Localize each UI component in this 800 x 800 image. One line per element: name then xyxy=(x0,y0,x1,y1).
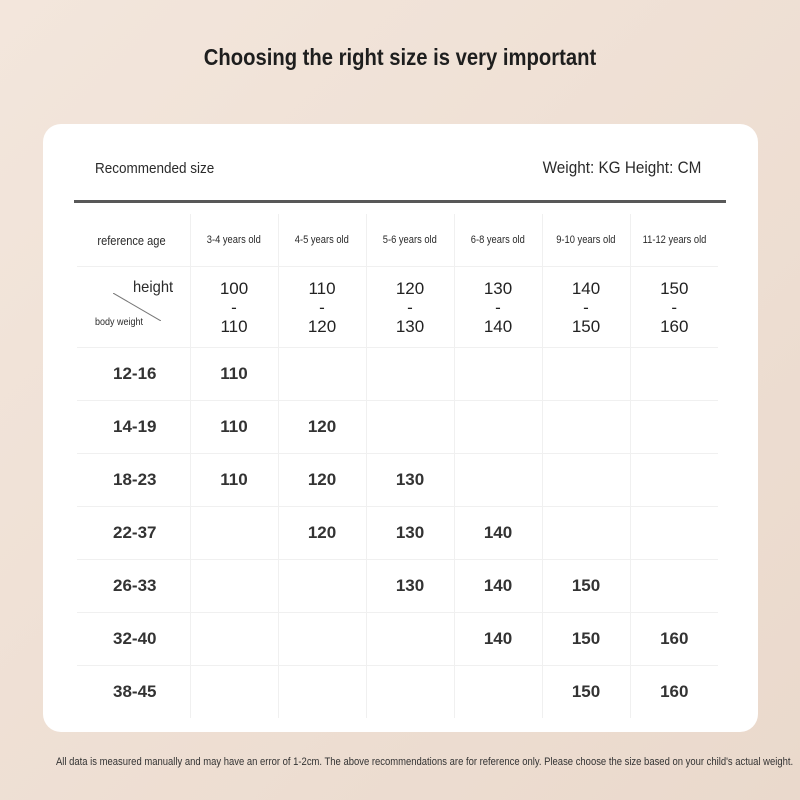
size-cell: 150 xyxy=(542,560,630,613)
height-range: 150 - 160 xyxy=(660,278,689,336)
height-range: 100 - 110 xyxy=(219,278,249,336)
size-cell: 120 xyxy=(278,507,366,560)
size-cell: 110 xyxy=(190,401,278,454)
height-cell xyxy=(278,267,366,348)
size-cell xyxy=(454,348,542,401)
footnote: All data is measured manually and may have an error of 1-2cm. The above recommendations are for reference only. Please choose the size based on your child's actual weight. xyxy=(56,756,794,768)
size-cell xyxy=(366,613,454,666)
size-cell xyxy=(542,348,630,401)
weight-range-cell: 18-23 xyxy=(77,454,190,507)
size-cell xyxy=(366,401,454,454)
table-row xyxy=(77,454,718,507)
table-row xyxy=(77,560,718,613)
corner-cell xyxy=(77,267,190,348)
size-cell xyxy=(190,613,278,666)
age-label: 6-8 years old xyxy=(470,234,526,246)
size-cell: 110 xyxy=(190,348,278,401)
size-cell xyxy=(190,666,278,719)
age-cell xyxy=(630,214,718,267)
table-row xyxy=(77,507,718,560)
size-cell: 160 xyxy=(630,666,718,719)
table-row xyxy=(77,666,718,719)
weight-range-cell: 38-45 xyxy=(113,682,157,701)
size-cell: 160 xyxy=(630,613,718,666)
age-cell xyxy=(366,214,454,267)
size-cell xyxy=(190,507,278,560)
height-axis-label: height xyxy=(133,279,174,296)
age-label: 11-12 years old xyxy=(642,234,707,246)
height-range: 120 - 130 xyxy=(395,278,425,336)
age-cell xyxy=(278,214,366,267)
weight-range-cell: 14-19 xyxy=(77,401,190,454)
recommended-size-label: Recommended size xyxy=(95,160,215,177)
size-cell xyxy=(542,454,630,507)
height-cell xyxy=(454,267,542,348)
card-header xyxy=(95,158,701,200)
page-title: Choosing the right size is very important xyxy=(203,44,597,70)
size-table xyxy=(77,214,718,718)
header-divider xyxy=(74,200,726,203)
height-range: 130 - 140 xyxy=(483,278,513,336)
weight-range-cell: 26-33 xyxy=(77,560,190,613)
size-cell xyxy=(630,401,718,454)
size-cell xyxy=(366,666,454,719)
size-cell xyxy=(278,666,366,719)
size-cell: 150 xyxy=(542,613,630,666)
weight-range-cell: 22-37 xyxy=(77,507,190,560)
height-cell xyxy=(542,267,630,348)
size-cell: 150 xyxy=(542,666,630,719)
height-cell xyxy=(366,267,454,348)
age-label: 4-5 years old xyxy=(294,234,350,246)
height-cell xyxy=(190,267,278,348)
height-range: 140 - 150 xyxy=(571,278,601,336)
age-cell xyxy=(190,214,278,267)
age-header-cell xyxy=(77,214,190,267)
weight-axis-label: body weight xyxy=(95,317,144,328)
table-row xyxy=(77,348,718,401)
size-cell: 110 xyxy=(190,454,278,507)
size-cell xyxy=(278,613,366,666)
weight-range-cell: 12-16 xyxy=(77,348,190,401)
size-cell xyxy=(454,454,542,507)
size-cell xyxy=(542,507,630,560)
size-cell: 120 xyxy=(278,401,366,454)
age-label: 5-6 years old xyxy=(382,234,438,246)
size-cell: 140 xyxy=(454,613,542,666)
size-cell xyxy=(630,507,718,560)
age-label: 9-10 years old xyxy=(556,234,616,246)
size-cell: 120 xyxy=(278,454,366,507)
size-cell: 130 xyxy=(366,560,454,613)
height-header-row xyxy=(77,267,718,348)
size-cell xyxy=(190,560,278,613)
size-cell xyxy=(630,348,718,401)
size-cell: 140 xyxy=(454,560,542,613)
age-header: reference age xyxy=(97,232,166,248)
size-chart-card xyxy=(43,124,758,732)
size-cell: 130 xyxy=(366,507,454,560)
age-label: 3-4 years old xyxy=(206,234,262,246)
size-cell: 130 xyxy=(366,454,454,507)
size-cell xyxy=(630,560,718,613)
size-cell xyxy=(542,401,630,454)
units-label: Weight: KG Height: CM xyxy=(542,158,701,177)
table-row xyxy=(77,401,718,454)
size-cell xyxy=(366,348,454,401)
age-header-row xyxy=(77,214,718,267)
size-cell: 140 xyxy=(454,507,542,560)
size-cell xyxy=(454,666,542,719)
age-cell xyxy=(454,214,542,267)
height-range: 110 - 120 xyxy=(307,278,337,336)
table-row xyxy=(77,613,718,666)
size-cell xyxy=(278,560,366,613)
size-cell xyxy=(278,348,366,401)
weight-range-cell: 32-40 xyxy=(77,613,190,666)
age-cell xyxy=(542,214,630,267)
height-cell xyxy=(630,267,718,348)
size-cell xyxy=(454,401,542,454)
size-cell xyxy=(630,454,718,507)
